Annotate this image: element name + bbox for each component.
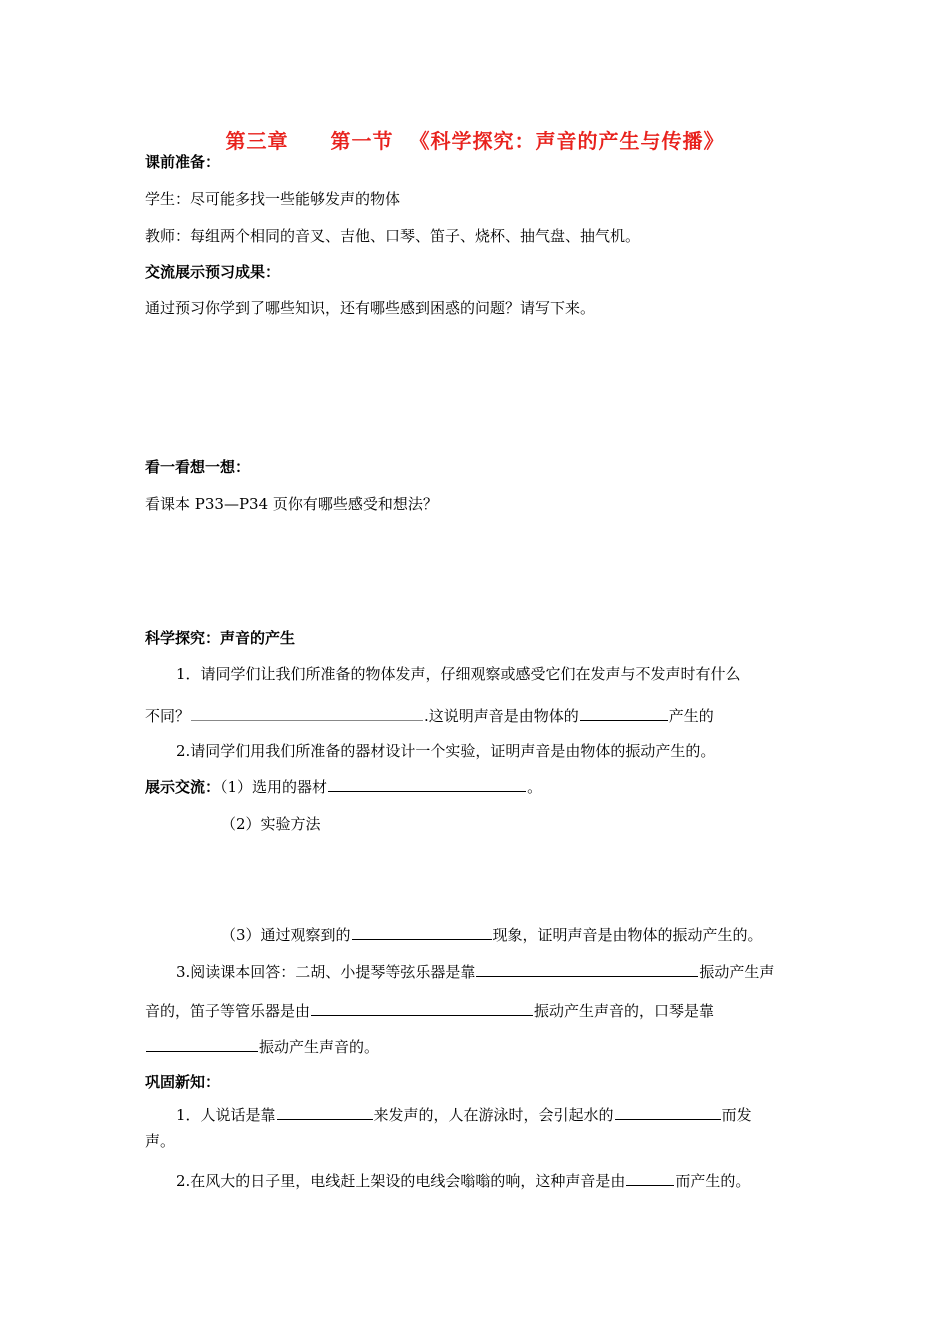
harmonica-blank[interactable] xyxy=(146,1036,258,1052)
look-heading: 看一看想一想： xyxy=(145,458,251,476)
c-q1-text-c: 而发 xyxy=(721,1106,752,1124)
inquiry-q3-line2 xyxy=(145,1000,714,1021)
c-q2-text-b: 而产生的。 xyxy=(675,1172,751,1190)
preview-heading: 交流展示预习成果： xyxy=(145,263,281,281)
show-line-1 xyxy=(145,776,542,797)
show-line-3 xyxy=(221,924,763,945)
preview-prompt: 通过预习你学到了哪些知识，还有哪些感到困惑的问题？请写下来。 xyxy=(145,299,596,317)
c-q2-text-a: 2.在风大的日子里，电线赶上架设的电线会嗡嗡的响，这种声音是由 xyxy=(176,1172,626,1190)
prep-teacher: 教师：每组两个相同的音叉、吉他、口琴、笛子、烧杯、抽气盘、抽气机。 xyxy=(145,227,641,245)
look-prompt: 看课本 P33—P34 页你有哪些感受和想法？ xyxy=(145,495,438,513)
q3-text-a: 3.阅读课本回答：二胡、小提琴等弦乐器是靠 xyxy=(176,963,476,981)
c-q1-text-a: 1．人说话是靠 xyxy=(176,1106,276,1124)
q3-text-d: 振动产生声音的，口琴是靠 xyxy=(534,1002,715,1020)
show-3-text-b: 现象，证明声音是由物体的振动产生的。 xyxy=(492,926,763,944)
q3-text-c: 音的，笛子等管乐器是由 xyxy=(145,1002,311,1020)
show-1-end: 。 xyxy=(527,778,543,796)
consolidate-q1-line1 xyxy=(176,1104,752,1125)
inquiry-q3-line1 xyxy=(176,961,774,982)
prep-student: 学生：尽可能多找一些能够发声的物体 xyxy=(145,190,401,208)
equipment-blank[interactable] xyxy=(328,776,526,792)
speech-blank[interactable] xyxy=(277,1104,373,1120)
wire-blank[interactable] xyxy=(626,1170,674,1186)
q3-text-b: 振动产生声 xyxy=(699,963,775,981)
consolidate-heading: 巩固新知： xyxy=(145,1073,221,1091)
inquiry-heading: 科学探究：声音的产生 xyxy=(145,629,296,647)
q1-text-a: 不同？ xyxy=(145,707,191,725)
inquiry-q1-line1: 1．请同学们让我们所准备的物体发声，仔细观察或感受它们在发声与不发声时有什么 xyxy=(176,665,741,683)
title-topic: 《科学探究：声音的产生与传播》 xyxy=(409,129,725,153)
show-heading: 展示交流： xyxy=(145,778,221,796)
title-chapter: 第三章 xyxy=(225,129,289,153)
show-1-text: （1）选用的器材 xyxy=(220,778,328,796)
inquiry-q1-line2 xyxy=(145,705,714,726)
inquiry-q3-line3 xyxy=(145,1036,379,1057)
show-2-text: （2）实验方法 xyxy=(221,815,321,833)
consolidate-q2 xyxy=(176,1170,750,1191)
show-3-text-a: （3）通过观察到的 xyxy=(221,926,351,944)
c-q1-text-b: 来发声的，人在游泳时，会引起水的 xyxy=(373,1106,614,1124)
q1-blank-difference[interactable] xyxy=(191,705,423,721)
inquiry-q2: 2.请同学们用我们所准备的器材设计一个实验，证明声音是由物体的振动产生的。 xyxy=(176,742,716,760)
wind-instrument-blank[interactable] xyxy=(311,1000,533,1016)
water-blank[interactable] xyxy=(615,1104,721,1120)
prep-heading: 课前准备： xyxy=(145,153,221,171)
c-q1-text-d: 声。 xyxy=(145,1132,176,1150)
q1-text-c: 产生的 xyxy=(668,707,714,725)
phenomenon-blank[interactable] xyxy=(352,924,492,940)
q3-text-e: 振动产生声音的。 xyxy=(259,1038,380,1056)
string-instrument-blank[interactable] xyxy=(476,961,698,977)
title-section: 第一节 xyxy=(330,129,394,153)
q1-blank-cause[interactable] xyxy=(580,705,668,721)
q1-text-b: .这说明声音是由物体的 xyxy=(424,707,579,725)
page-title xyxy=(0,125,950,154)
